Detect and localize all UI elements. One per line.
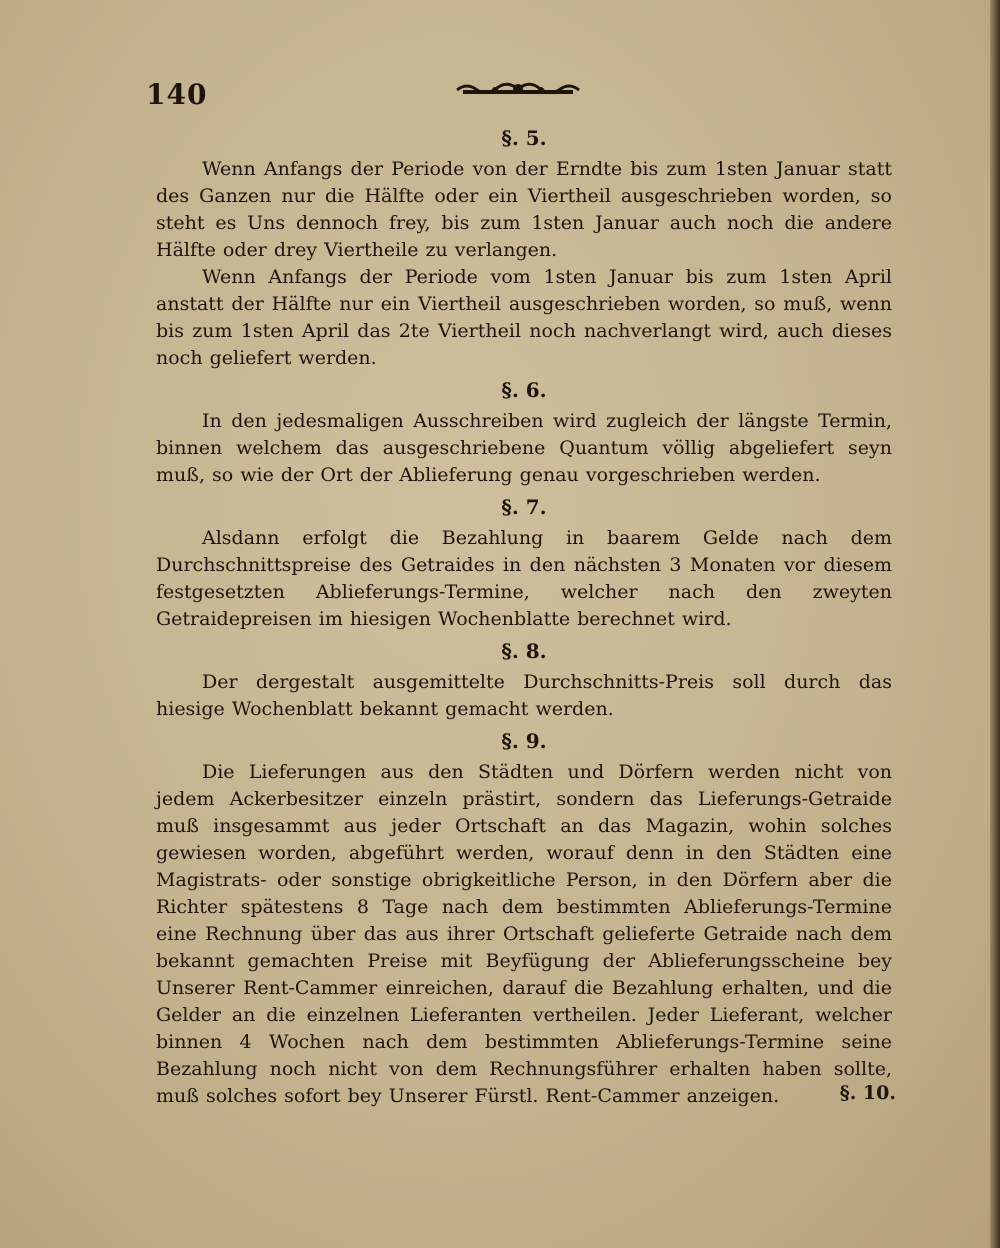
decorative-rule-ornament-icon xyxy=(455,78,581,100)
section-title: §. 8. xyxy=(501,639,547,663)
paragraph: Wenn Anfangs der Periode von der Erndte bis zum 1sten Januar statt des Ganzen nur die Hälfte oder ein Viertheil ausgeschrieben worden, so steht es Uns dennoch frey, bis zum 1sten Januar auch noch die andere Hälfte oder drey Viertheile zu verlangen. xyxy=(156,158,892,261)
paragraph: In den jedesmaligen Ausschreiben wird zugleich der längste Termin, binnen welchem das ausgeschriebene Quantum völlig abgeliefert seyn muß, so wie der Ort der Ablieferung genau vorgeschrieben werden. xyxy=(156,410,892,486)
catchword: §. 10. xyxy=(839,1082,896,1104)
paragraph: Die Lieferungen aus den Städten und Dörfern werden nicht von jedem Ackerbesitzer einzeln prästirt, sondern das Lieferungs-Getraide muß insgesammt aus jeder Ortschaft an das Magazin, wohin solches gewiesen worden, abgeführt werden, worauf denn in den Städten eine Magistrats- oder sonstige obrigkeitliche Person, in den Dörfern aber die Richter spätestens 8 Tage nach dem bestimmten Ablieferungs-Termine eine Rechnung über das aus ihrer Ortschaft gelieferte Getraide nach dem bekannt gemachten Preise mit Beyfügung der Ablieferungsscheine bey Unserer Rent-Cammer einreichen, darauf die Bezahlung erhalten, und die Gelder an die einzelnen Lieferanten vertheilen. Jeder Lieferant, welcher binnen 4 Wochen nach dem bestimmten Ablieferungs-Termine seine Bezahlung noch nicht von dem Rechnungsführer erhalten haben sollte, muß solches sofort bey Unserer Fürstl. Rent-Cammer anzeigen. xyxy=(156,761,892,1107)
paragraph: Der dergestalt ausgemittelte Durchschnitts-Preis soll durch das hiesige Wochenblatt bekannt gemacht werden. xyxy=(156,671,892,720)
paragraph: Wenn Anfangs der Periode vom 1sten Januar bis zum 1sten April anstatt der Hälfte nur ein Viertheil ausgeschrieben worden, so muß, wenn bis zum 1sten April das 2te Viertheil noch nachverlangt wird, auch dieses noch geliefert werden. xyxy=(156,266,892,369)
section-5 xyxy=(156,124,892,372)
section-9 xyxy=(156,727,892,1110)
page-number: 140 xyxy=(146,78,208,111)
body-text xyxy=(156,120,892,1110)
section-title: §. 7. xyxy=(501,495,547,519)
page-edge-shadow xyxy=(990,0,1000,1248)
paragraph: Alsdann erfolgt die Bezahlung in baarem Gelde nach dem Durchschnittspreise des Getraides in den nächsten 3 Monaten vor diesem festgesetzten Ablieferungs-Termine, welcher nach den zweyten Getraidepreisen im hiesigen Wochenblatte berechnet wird. xyxy=(156,527,892,630)
section-6 xyxy=(156,376,892,489)
section-title: §. 5. xyxy=(501,126,547,150)
section-title: §. 6. xyxy=(501,378,547,402)
section-8 xyxy=(156,637,892,723)
section-title: §. 9. xyxy=(501,729,547,753)
section-7 xyxy=(156,493,892,633)
